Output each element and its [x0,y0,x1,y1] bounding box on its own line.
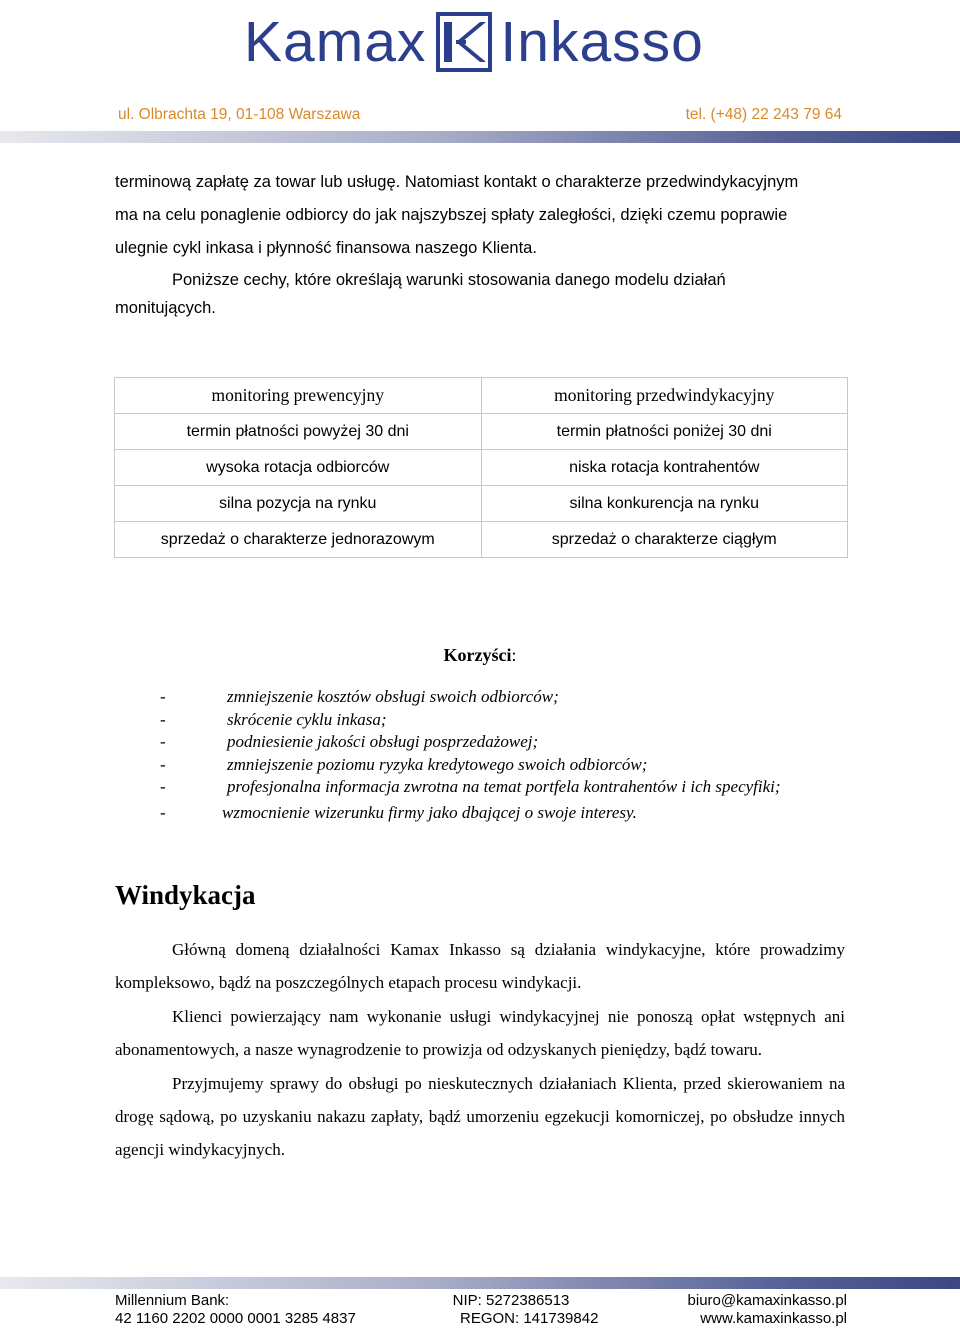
table-cell: silna konkurencja na rynku [481,486,848,522]
header-contact [118,106,842,124]
header-phone: tel. (+48) 22 243 79 64 [685,106,842,123]
list-dash: - [160,777,166,796]
table-cell: termin płatności poniżej 30 dni [481,414,848,450]
footer-row-1 [115,1292,847,1310]
list-item-text: podniesienie jakości obsługi posprzedażowej; [227,732,539,751]
footer-website[interactable]: www.kamaxinkasso.pl [700,1310,847,1327]
list-dash: - [160,709,166,729]
list-dash: - [160,802,166,822]
list-item [160,776,800,799]
benefits-heading [0,645,960,666]
list-item [160,731,800,754]
footer-row-2 [115,1310,847,1328]
table-header-cell: monitoring prewencyjny [115,378,482,414]
list-item-text: skrócenie cyklu inkasa; [227,709,387,729]
list-item-text: profesjonalna informacja zwrotna na temat portfela kontrahentów i ich specyfiki; [227,777,781,796]
list-item [160,709,800,732]
benefits-title: Korzyści [443,645,512,665]
intro-paragraph-2 [115,266,775,322]
logo-text-left: Kamax [244,9,427,74]
windykacja-paragraph-2: Klienci powierzający nam wykonanie usługi windykacyjnej nie ponoszą opłat wstępnych ani abonamentowych, a nasze wynagrodzenie to prowizja od odzyskanych pieniędzy, bądź towaru. [115,1007,845,1059]
windykacja-paragraph-3: Przyjmujemy sprawy do obsługi po nieskutecznych działaniach Klienta, przed skierowaniem na drogę sądową, po uzyskaniu nakazu zapłaty, bądź umorzeniu egzekucji komorniczej, po obsłudze innych agencji windykacyjnych. [115,1074,845,1159]
footer-divider [0,1277,960,1289]
table-cell: termin płatności powyżej 30 dni [115,414,482,450]
table-header-cell: monitoring przedwindykacyjny [481,378,848,414]
company-logo [244,6,704,78]
windykacja-body [115,933,845,1166]
list-item-text: zmniejszenie poziomu ryzyka kredytowego swoich odbiorców; [227,754,648,774]
list-item [160,754,800,777]
intro-paragraph [115,166,845,265]
footer-nip: NIP: 5272386513 [452,1292,570,1309]
table-cell: niska rotacja kontrahentów [481,450,848,486]
list-item-text: zmniejszenie kosztów obsługi swoich odbiorców; [227,687,559,706]
table-cell: silna pozycja na rynku [115,486,482,522]
intro-line-3: ulegnie cykl inkasa i płynność finansowa naszego Klienta. [115,239,537,257]
table-header-row [115,378,848,414]
table-row [115,450,848,486]
list-dash: - [160,732,166,751]
list-item-text: wzmocnienie wizerunku firmy jako dbającej o swoje interesy. [222,802,637,822]
list-dash: - [160,754,166,774]
list-item [160,802,800,825]
footer-bank-label: Millennium Bank: [115,1292,230,1309]
windykacja-paragraph-1: Główną domeną działalności Kamax Inkasso są działania windykacyjne, które prowadzimy kompleksowo, bądź na poszczególnych etapach procesu windykacji. [115,940,845,992]
footer-bank-account: 42 1160 2202 0000 0001 3285 4837 [115,1310,356,1327]
footer-email[interactable]: biuro@kamaxinkasso.pl [687,1292,847,1309]
header-address: ul. Olbrachta 19, 01-108 Warszawa [118,106,361,123]
benefits-list [160,686,800,824]
table-row [115,414,848,450]
intro-line-1: terminową zapłatę za towar lub usługę. Natomiast kontakt o charakterze przedwindykacyjnym [115,173,799,191]
intro-line-2: ma na celu ponaglenie odbiorcy do jak najszybszej spłaty zaległości, dzięki czemu poprawie [115,206,788,224]
footer-regon: REGON: 141739842 [460,1310,599,1327]
footer [115,1292,847,1328]
list-item [160,686,800,709]
table-cell: wysoka rotacja odbiorców [115,450,482,486]
logo-text-right: Inkasso [500,9,704,74]
list-dash: - [160,687,166,706]
intro-second-paragraph: Poniższe cechy, które określają warunki stosowania danego modelu działań monitujących. [115,271,726,317]
table-cell: sprzedaż o charakterze jednorazowym [115,522,482,558]
benefits-title-colon: : [511,645,517,665]
logo-mark-icon [436,12,492,72]
header-divider [0,131,960,143]
table-row [115,522,848,558]
table-row [115,486,848,522]
monitoring-comparison-table [114,377,848,558]
table-cell: sprzedaż o charakterze ciągłym [481,522,848,558]
section-title: Windykacja [115,880,256,910]
